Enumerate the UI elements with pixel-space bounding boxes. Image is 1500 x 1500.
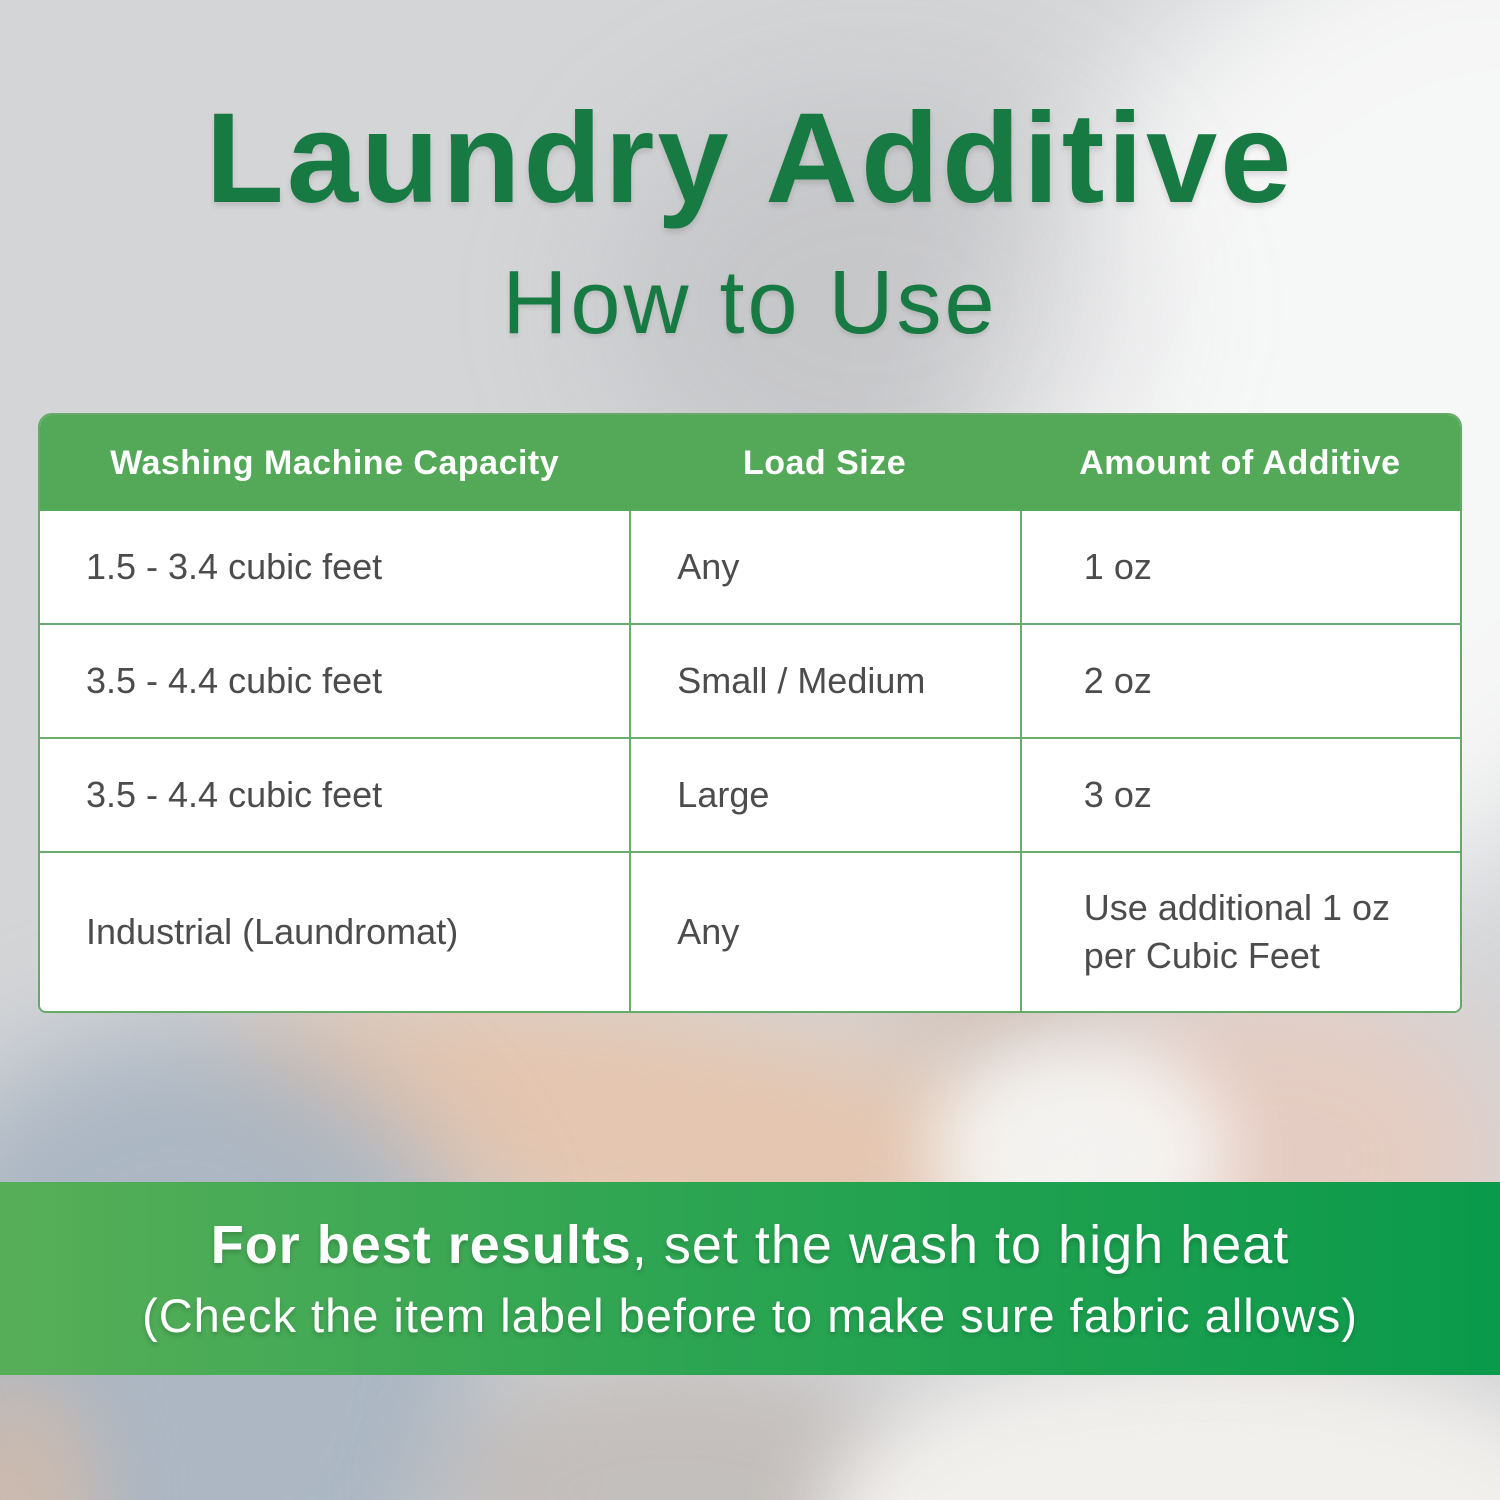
page-title: Laundry Additive	[205, 87, 1295, 230]
cell-amount-text: Use additional 1 oz per Cubic Feet	[1083, 887, 1390, 976]
tip-line-1	[211, 1214, 1290, 1276]
cell-capacity: 3.5 - 4.4 cubic feet	[86, 774, 383, 815]
cell-capacity: 1.5 - 3.4 cubic feet	[86, 546, 383, 587]
tip-line-1-bold: For best results	[210, 1215, 632, 1275]
table-row	[40, 623, 1460, 737]
cell-capacity: Industrial (Laundromat)	[86, 911, 459, 952]
background-blob-white-bottom-right	[820, 1355, 1500, 1500]
tip-line-2: (Check the item label before to make sure fabric allows)	[142, 1289, 1358, 1342]
cell-load-size: Small / Medium	[629, 625, 1020, 737]
column-header-load-size: Load Size	[742, 443, 907, 482]
column-header-capacity: Washing Machine Capacity	[110, 443, 560, 482]
table-row	[40, 737, 1460, 851]
cell-amount	[1020, 853, 1460, 1011]
cell-load-size: Any	[629, 853, 1020, 1011]
tip-line-1-rest: , set the wash to high heat	[631, 1215, 1290, 1275]
cell-amount	[1020, 625, 1460, 737]
table-header-row	[40, 415, 1460, 511]
page-subtitle: How to Use	[502, 253, 998, 353]
cell-amount-text: 2 oz	[1083, 660, 1152, 702]
column-header-amount: Amount of Additive	[1079, 443, 1401, 482]
table-row	[40, 511, 1460, 623]
cell-amount-text: 3 oz	[1083, 774, 1152, 816]
cell-load-size: Any	[629, 511, 1020, 623]
cell-amount	[1020, 739, 1460, 851]
cell-capacity: 3.5 - 4.4 cubic feet	[86, 660, 383, 701]
dosage-table	[38, 413, 1462, 1013]
table-row	[40, 851, 1460, 1011]
tip-banner	[0, 1182, 1500, 1375]
cell-load-size: Large	[629, 739, 1020, 851]
cell-amount-text: 1 oz	[1083, 546, 1152, 588]
cell-amount	[1020, 511, 1460, 623]
